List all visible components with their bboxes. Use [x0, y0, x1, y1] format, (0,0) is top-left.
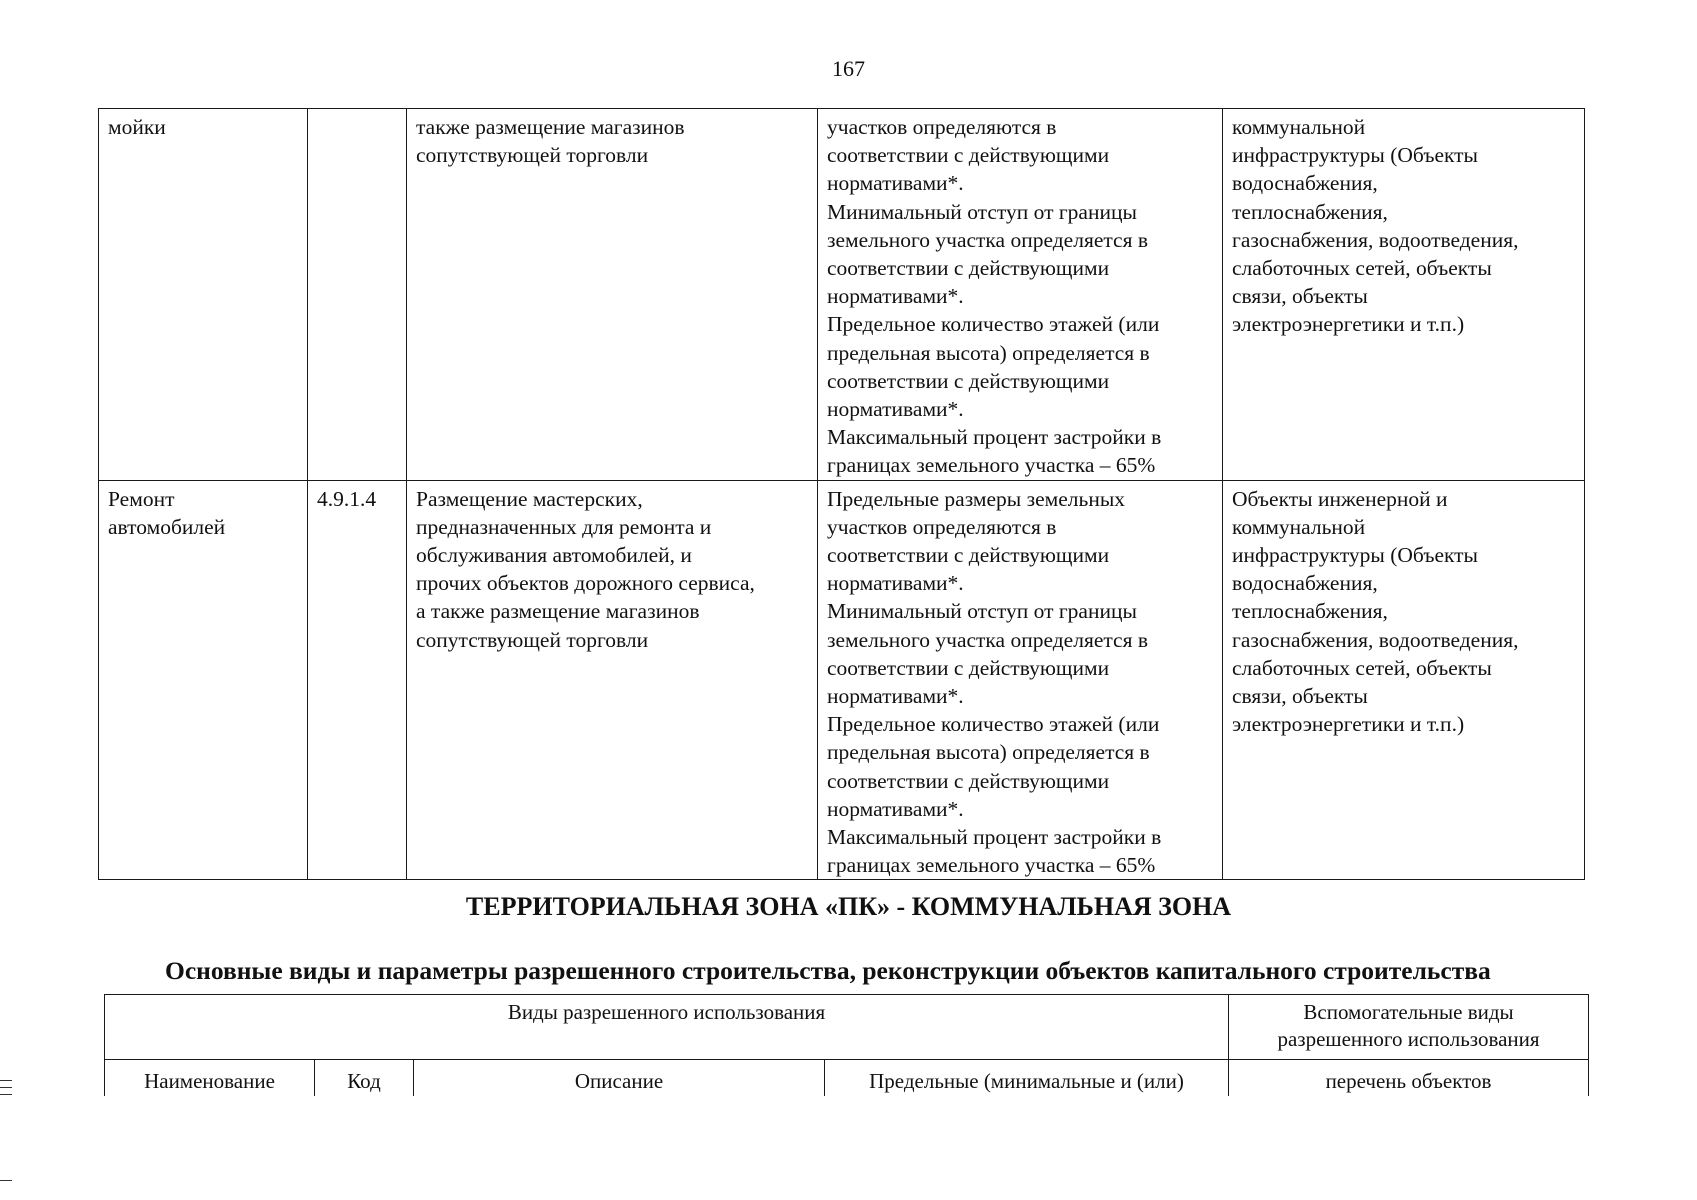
- table-row: [99, 109, 1585, 481]
- regulations-table-header: [104, 994, 1589, 1096]
- cell-parameters: Предельные размеры земельных участков определяются в соответствии с действующими нормативами*. Минимальный отступ от границы земельного участка определяется в соответствии с действующими нормативами*. Предельное количество этажей (или предельная высота) определяется в соответствии с действующими нормативами*. Максимальный процент застройки в границах земельного участка – 65%: [818, 480, 1223, 880]
- margin-mark: [0, 1080, 12, 1081]
- margin-mark: [0, 1087, 12, 1088]
- header-name: Наименование: [105, 1060, 315, 1097]
- cell-name: мойки: [99, 109, 308, 481]
- header-description: Описание: [414, 1060, 825, 1097]
- regulations-table-continued: [98, 108, 1585, 880]
- header-objects-list: перечень объектов: [1229, 1060, 1589, 1097]
- header-row: [105, 995, 1589, 1060]
- header-row: [105, 1060, 1589, 1097]
- margin-mark: [0, 1180, 12, 1181]
- cell-description: Размещение мастерских, предназначенных для ремонта и обслуживания автомобилей, и прочих объектов дорожного сервиса, а также размещение магазинов сопутствующей торговли: [407, 480, 818, 880]
- cell-auxiliary: Объекты инженерной и коммунальной инфраструктуры (Объекты водоснабжения, теплоснабжения, газоснабжения, водоотведения, слаботочных сетей, объекты связи, объекты электроэнергетики и т.п.): [1223, 480, 1585, 880]
- cell-description: также размещение магазинов сопутствующей торговли: [407, 109, 818, 481]
- cell-parameters: участков определяются в соответствии с действующими нормативами*. Минимальный отступ от границы земельного участка определяется в соответствии с действующими нормативами*. Предельное количество этажей (или предельная высота) определяется в соответствии с действующими нормативами*. Максимальный процент застройки в границах земельного участка – 65%: [818, 109, 1223, 481]
- cell-auxiliary: коммунальной инфраструктуры (Объекты водоснабжения, теплоснабжения, газоснабжения, водоотведения, слаботочных сетей, объекты связи, объекты электроэнергетики и т.п.): [1223, 109, 1585, 481]
- margin-mark: [0, 1094, 12, 1095]
- header-parameters: Предельные (минимальные и (или): [825, 1060, 1229, 1097]
- zone-heading: ТЕРРИТОРИАЛЬНАЯ ЗОНА «ПК» - КОММУНАЛЬНАЯ ЗОНА: [465, 892, 1232, 921]
- cell-code: 4.9.1.4: [308, 480, 407, 880]
- page-number: 167: [832, 56, 865, 81]
- section-heading: Основные виды и параметры разрешенного строительства, реконструкции объектов капитального строительства: [165, 956, 1491, 985]
- header-permitted-uses: Виды разрешенного использования: [105, 995, 1229, 1060]
- header-code: Код: [315, 1060, 414, 1097]
- cell-name: Ремонт автомобилей: [99, 480, 308, 880]
- header-auxiliary-uses: Вспомогательные виды разрешенного использования: [1229, 995, 1589, 1060]
- table-row: [99, 480, 1585, 880]
- cell-code: [308, 109, 407, 481]
